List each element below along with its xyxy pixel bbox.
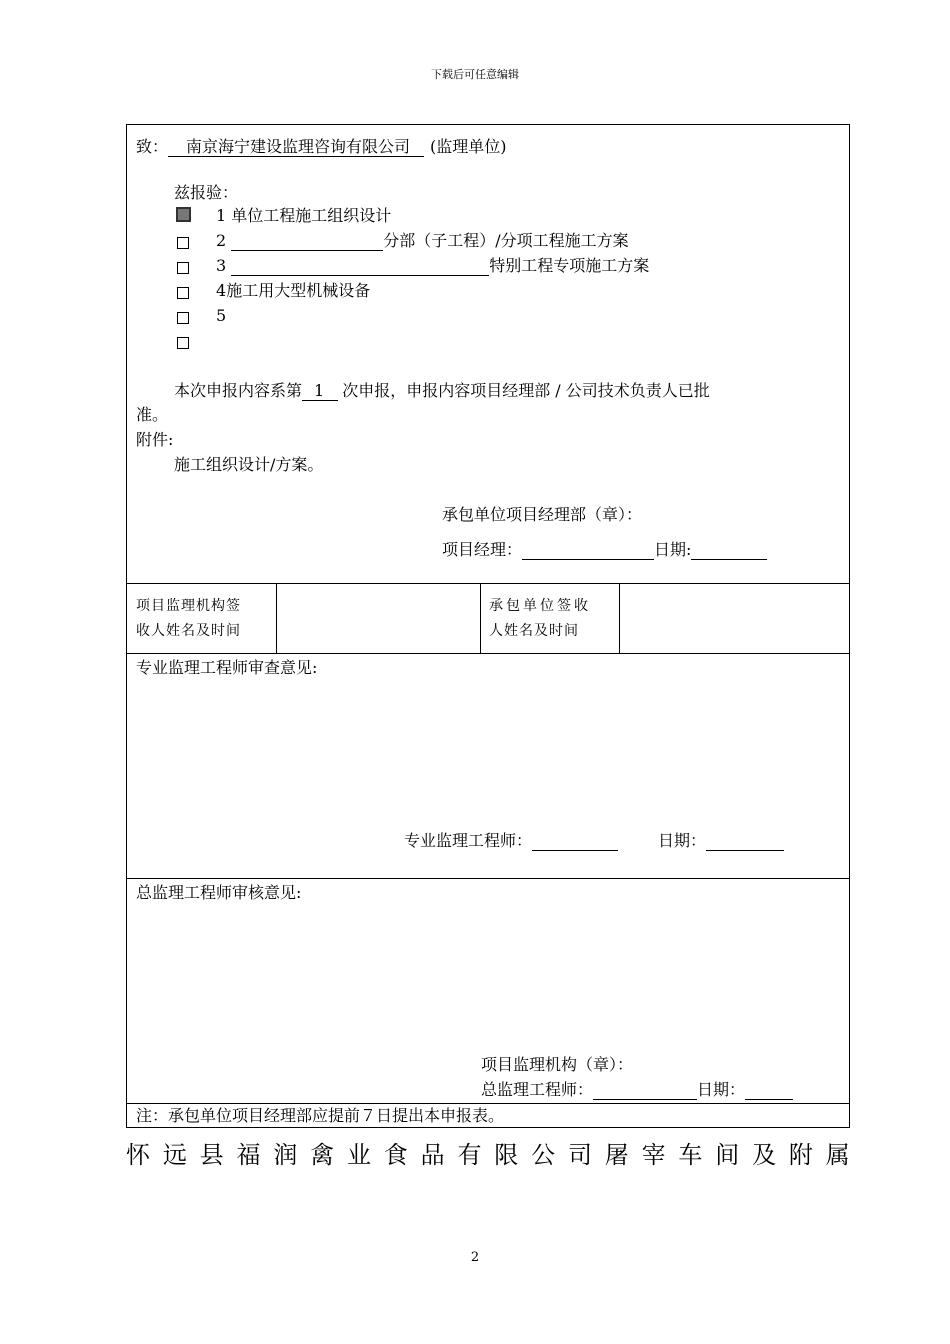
contractor-receipt-label-2: 人姓名及时间 [489, 623, 579, 639]
checkbox-icon [177, 312, 189, 324]
header-note: 下载后可任意编辑 [431, 68, 519, 81]
to-label: 致： [136, 137, 169, 156]
approval-signature-line: 总监理工程师： 日期： [481, 1080, 793, 1100]
item-4-checkbox[interactable] [177, 284, 189, 303]
receipt-col-divider-3 [619, 583, 620, 653]
item-2-blank[interactable] [231, 234, 383, 251]
item-6-checkbox[interactable] [177, 334, 189, 353]
receipt-col-divider-2 [480, 583, 481, 653]
contractor-receipt-field[interactable] [626, 590, 842, 648]
submission-statement: 本次申报内容系第 1 次申报，申报内容项目经理部 / 公司技术负责人已批 [174, 381, 710, 400]
item-3-blank[interactable] [231, 259, 489, 276]
form-note: 注：承包单位项目经理部应提前７日提出本申报表。 [136, 1106, 505, 1125]
pm-signature-line: 项目经理： 日期: [442, 540, 767, 560]
item-3-label: 3 特别工程专项施工方案 [216, 256, 650, 275]
recipient-line [136, 137, 507, 157]
supervisor-receipt-field[interactable] [282, 590, 474, 648]
next-title-heading: 怀 远 县 福 润 禽 业 食 品 有 限 公 司 屠 宰 车 间 及 附 属 [126, 1141, 850, 1169]
contractor-receipt-label-1: 承包单位签收 [489, 598, 591, 614]
item-3-checkbox[interactable] [177, 259, 189, 278]
receipt-col-divider-1 [276, 583, 277, 653]
checkbox-icon [177, 337, 189, 349]
item-2-checkbox[interactable] [177, 234, 189, 253]
attachment-text: 施工组织设计/方案。 [174, 455, 324, 474]
report-label: 兹报验： [174, 183, 239, 202]
submission-statement-cont: 准。 [136, 405, 169, 424]
review-date-field[interactable] [706, 834, 784, 851]
engineer-signature-field[interactable] [532, 834, 618, 851]
supervisor-receipt-label-1: 项目监理机构签 [136, 598, 241, 614]
page-number: 2 [470, 1250, 480, 1265]
contractor-seal-label: 承包单位项目经理部（章）： [442, 505, 643, 524]
checked-box-icon [176, 207, 191, 222]
checkbox-icon [177, 287, 189, 299]
divider-note-top [126, 1103, 850, 1104]
review-signature-line: 专业监理工程师： 日期： [404, 831, 784, 851]
org-seal-label: 项目监理机构（章）： [481, 1055, 634, 1074]
approval-date-field[interactable] [745, 1083, 793, 1100]
pm-date-field[interactable] [691, 543, 767, 560]
checkbox-icon [177, 262, 189, 274]
submission-count: 1 [302, 381, 338, 401]
item-5-label: 5 [216, 306, 227, 325]
chief-signature-field[interactable] [593, 1083, 697, 1100]
approval-title: 总监理工程师审核意见: [136, 883, 302, 902]
supervisor-receipt-label-2: 收人姓名及时间 [136, 623, 241, 639]
pm-signature-field[interactable] [522, 543, 654, 560]
item-2-label: 2 分部（子工程）/分项工程施工方案 [216, 231, 629, 250]
attachment-label: 附件: [136, 430, 174, 449]
divider-approval-top [126, 878, 850, 879]
recipient-org: 南京海宁建设监理咨询有限公司 [168, 137, 424, 157]
recipient-role: (监理单位) [430, 137, 507, 156]
item-1-label: 1 单位工程施工组织设计 [216, 206, 392, 225]
divider-receipt-top [126, 583, 850, 584]
item-5-checkbox[interactable] [177, 309, 189, 328]
divider-review-top [126, 653, 850, 654]
item-4-label: 4施工用大型机械设备 [216, 281, 371, 300]
item-1-checkbox[interactable] [176, 207, 191, 226]
checkbox-icon [177, 237, 189, 249]
review-title: 专业监理工程师审查意见: [136, 658, 318, 677]
